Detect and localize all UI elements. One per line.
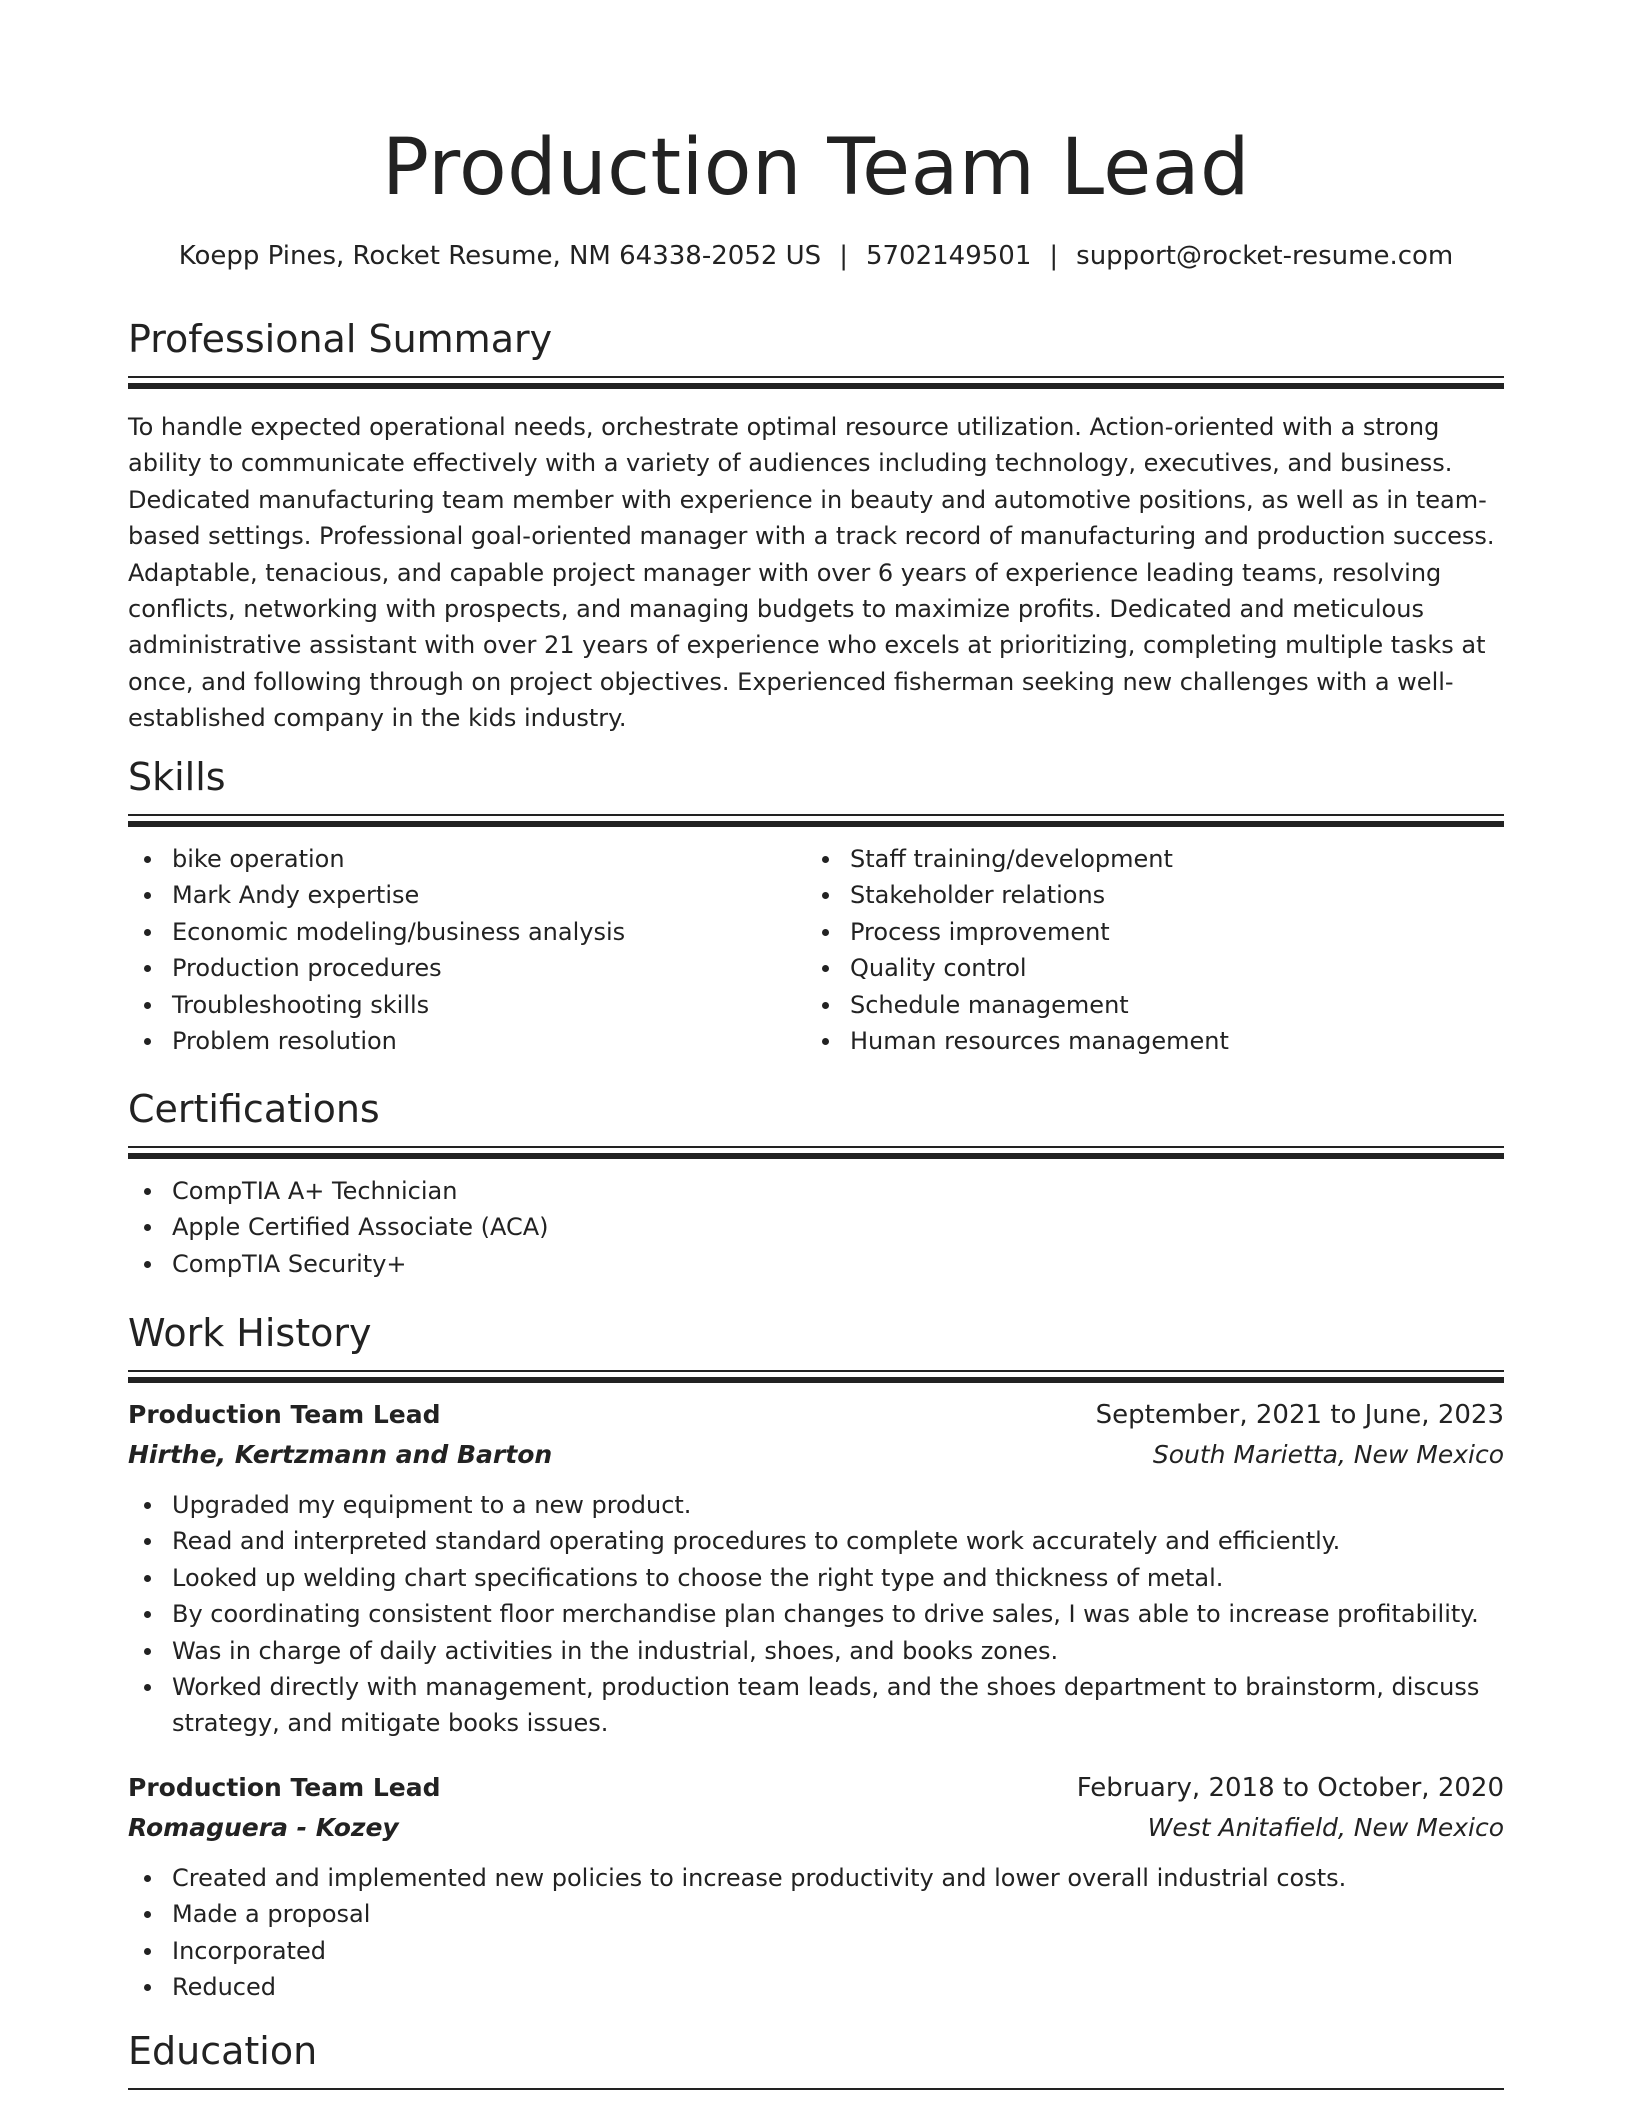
- job-dates: February, 2018 to October, 2020: [1076, 1772, 1504, 1803]
- list-item: Was in charge of daily activities in the industrial, shoes, and books zones.: [128, 1633, 1504, 1669]
- list-item: Mark Andy expertise: [128, 877, 806, 913]
- resume-title: Production Team Lead: [381, 123, 1251, 213]
- job-header-row: [128, 1768, 1504, 1808]
- contact-address: Koepp Pines, Rocket Resume, NM 64338-2052 US: [178, 241, 822, 271]
- list-item: Reduced: [128, 1969, 1504, 2005]
- contact-separator: |: [1049, 241, 1059, 271]
- section-divider: [128, 1146, 1504, 1159]
- section-divider: [128, 2088, 1504, 2090]
- job-subheader-row: [128, 1435, 1504, 1475]
- list-item: Human resources management: [806, 1023, 1484, 1059]
- job-header-row: [128, 1395, 1504, 1435]
- skills-left-list: [128, 841, 806, 1059]
- list-item: By coordinating consistent floor merchandise plan changes to drive sales, I was able to increase profitability.: [128, 1596, 1504, 1632]
- skills-right-list: [806, 841, 1484, 1059]
- list-item: Troubleshooting skills: [128, 987, 806, 1023]
- education-section: [128, 2026, 1504, 2090]
- work-history-section: [128, 1308, 1504, 2005]
- list-item: Economic modeling/business analysis: [128, 914, 806, 950]
- certifications-section: [128, 1084, 1504, 1282]
- list-item: Stakeholder relations: [806, 877, 1484, 913]
- list-item: CompTIA A+ Technician: [128, 1173, 1504, 1209]
- job-entry: [128, 1395, 1504, 1742]
- work-history-heading: Work History: [128, 1311, 372, 1355]
- job-location: West Anitafield, New Mexico: [1147, 1812, 1504, 1842]
- section-divider: [128, 376, 1504, 389]
- list-item: Incorporated: [128, 1933, 1504, 1969]
- list-item: Schedule management: [806, 987, 1484, 1023]
- job-subheader-row: [128, 1808, 1504, 1848]
- job-title: Production Team Lead: [128, 1772, 441, 1802]
- section-divider: [128, 1370, 1504, 1383]
- list-item: Process improvement: [806, 914, 1484, 950]
- list-item: Looked up welding chart specifications to choose the right type and thickness of metal.: [128, 1560, 1504, 1596]
- job-bullets: [128, 1860, 1504, 2006]
- contact-email[interactable]: support@rocket-resume.com: [1076, 241, 1454, 271]
- list-item: Problem resolution: [128, 1023, 806, 1059]
- job-title: Production Team Lead: [128, 1400, 441, 1429]
- job-company: Romaguera - Kozey: [128, 1812, 399, 1842]
- list-item: Read and interpreted standard operating procedures to complete work accurately and efficiently.: [128, 1523, 1504, 1559]
- job-dates: September, 2021 to June, 2023: [1095, 1400, 1504, 1430]
- list-item: Quality control: [806, 950, 1484, 986]
- job-entry: [128, 1768, 1504, 2006]
- education-heading: Education: [128, 2029, 318, 2073]
- section-divider: [128, 814, 1504, 827]
- list-item: CompTIA Security+: [128, 1246, 1504, 1282]
- list-item: Made a proposal: [128, 1896, 1504, 1932]
- skills-grid: [128, 841, 1504, 1059]
- contact-separator: |: [839, 241, 848, 271]
- list-item: Apple Certified Associate (ACA): [128, 1209, 1504, 1245]
- certifications-list: [128, 1173, 1504, 1282]
- contact-phone: 5702149501: [865, 241, 1032, 271]
- summary-section: [128, 314, 1504, 737]
- skills-section: [128, 752, 1504, 1059]
- list-item: bike operation: [128, 841, 806, 877]
- list-item: Worked directly with management, production team leads, and the shoes department to brainstorm, discuss strategy, and mitigate books issues.: [128, 1669, 1504, 1742]
- summary-text: To handle expected operational needs, orchestrate optimal resource utilization. Action-oriented with a strong ability to communicate effectively with a variety of audiences including technology, executives, and business. Dedicated manufacturing team member with experience in beauty and automotive positions, as well as in team-based settings. Professional goal-oriented manager with a track record of manufacturing and production success. Adaptable, tenacious, and capable project manager with over 6 years of experience leading teams, resolving conflicts, networking with prospects, and managing budgets to maximize profits. Dedicated and meticulous administrative assistant with over 21 years of experience who excels at prioritizing, completing multiple tasks at once, and following through on project objectives. Experienced fisherman seeking new challenges with a well-established company in the kids industry.: [128, 413, 1495, 733]
- job-company: Hirthe, Kertzmann and Barton: [128, 1440, 553, 1469]
- list-item: Upgraded my equipment to a new product.: [128, 1487, 1504, 1523]
- summary-heading: Professional Summary: [128, 317, 553, 361]
- list-item: Created and implemented new policies to increase productivity and lower overall industrial costs.: [128, 1860, 1504, 1896]
- job-location: South Marietta, New Mexico: [1152, 1440, 1504, 1469]
- skills-heading: Skills: [128, 755, 226, 799]
- list-item: Staff training/development: [806, 841, 1484, 877]
- contact-line: [128, 238, 1504, 274]
- list-item: Production procedures: [128, 950, 806, 986]
- certifications-heading: Certifications: [128, 1087, 380, 1131]
- job-bullets: [128, 1487, 1504, 1742]
